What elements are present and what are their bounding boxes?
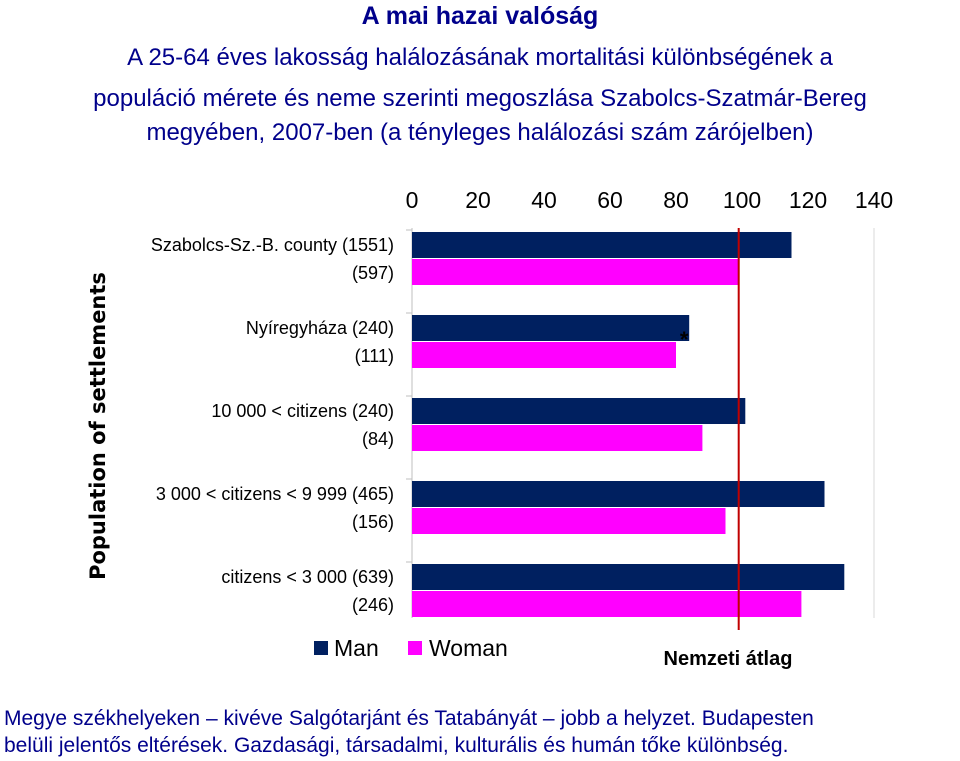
- x-tick-label: 140: [854, 187, 894, 213]
- y-axis-title: Population of settlements: [86, 272, 110, 580]
- x-tick-label: 0: [405, 187, 419, 213]
- category-label: Nyíregyháza (240): [245, 318, 394, 338]
- bar-man: [412, 481, 825, 507]
- bar-woman: [412, 591, 801, 617]
- category-count-label: (246): [351, 595, 394, 615]
- x-tick-label: 40: [531, 187, 557, 213]
- bar-man: [412, 564, 844, 590]
- legend-label-woman: Woman: [429, 635, 508, 661]
- page-title: A mai hazai valóság: [361, 2, 599, 30]
- category-count-label: (111): [354, 346, 394, 366]
- category-count-label: (84): [361, 429, 394, 449]
- x-tick-label: 60: [597, 187, 623, 213]
- subtitle-line-2: populáció mérete és neme szerinti megoszlása Szabolcs-Szatmár-Bereg: [93, 85, 867, 112]
- footnote-line-2: belüli jelentős eltérések. Gazdasági, társadalmi, kulturális és humán tőke különbség.: [4, 734, 789, 757]
- bar-man: [412, 315, 689, 341]
- bar-woman: [412, 259, 739, 285]
- bar-woman: [412, 508, 726, 534]
- footnote-line-1: Megye székhelyeken – kivéve Salgótarjánt és Tatabányát – jobb a helyzet. Budapesten: [4, 707, 814, 730]
- bar-woman: [412, 425, 702, 451]
- legend-swatch-woman: [408, 641, 422, 655]
- bar-woman: [412, 342, 676, 368]
- legend-swatch-man: [314, 641, 328, 655]
- x-tick-label: 100: [722, 187, 762, 213]
- annotation-asterisk: *: [679, 327, 689, 352]
- bar-man: [412, 398, 745, 424]
- reference-line-label: Nemzeti átlag: [663, 648, 793, 670]
- legend-label-man: Man: [334, 635, 379, 661]
- x-tick-label: 120: [788, 187, 828, 213]
- category-count-label: (597): [351, 263, 394, 283]
- category-label: Szabolcs-Sz.-B. county (1551): [150, 235, 394, 255]
- subtitle-line-3: megyében, 2007-ben (a tényleges halálozási szám zárójelben): [146, 119, 814, 146]
- category-label: citizens < 3 000 (639): [221, 567, 394, 587]
- bar-man: [412, 232, 792, 258]
- category-count-label: (156): [351, 512, 394, 532]
- category-label: 3 000 < citizens < 9 999 (465): [155, 484, 394, 504]
- x-tick-label: 20: [465, 187, 491, 213]
- category-label: 10 000 < citizens (240): [211, 401, 394, 421]
- subtitle-line-1: A 25-64 éves lakosság halálozásának mortalitási különbségének a: [127, 44, 833, 71]
- x-tick-label: 80: [663, 187, 689, 213]
